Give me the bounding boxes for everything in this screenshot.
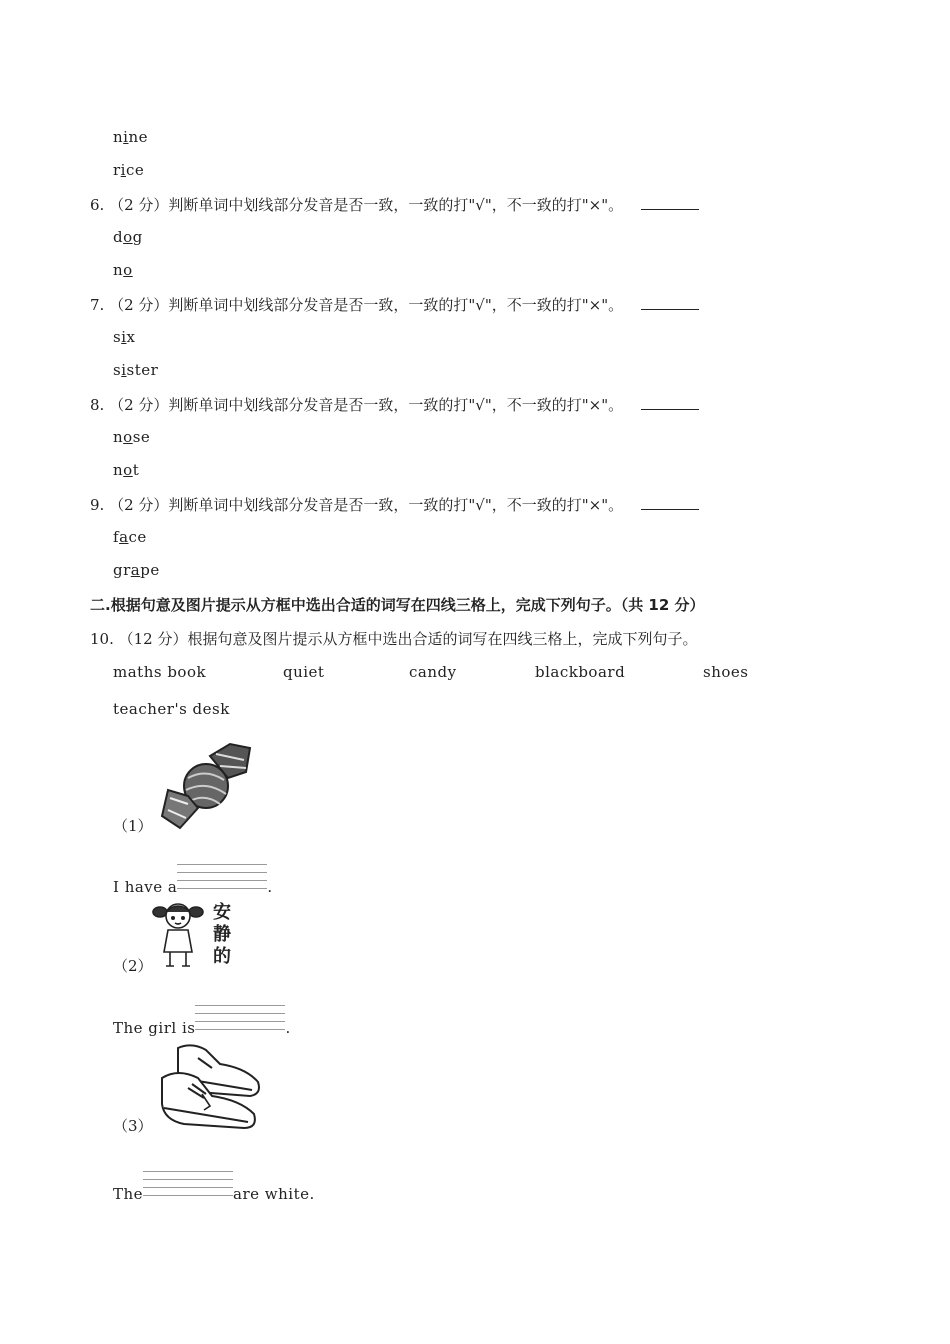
word-sister: sister	[113, 361, 159, 379]
answer-blank-6[interactable]	[641, 195, 699, 210]
word-nose: nose	[113, 428, 151, 446]
question-10: 10. （12 分）根据句意及图片提示从方框中选出合适的词写在四线三格上，完成下列句子。	[90, 630, 698, 648]
sentence-3-before: The	[113, 1185, 144, 1203]
chinese-sign: 安 静 的	[213, 902, 231, 967]
sentence-3-after: are white.	[233, 1185, 315, 1203]
sub-question-3-number: （3）	[113, 1117, 153, 1135]
word-no: no	[113, 261, 133, 279]
wordbox-item-shoes: shoes	[703, 663, 749, 681]
answer-blank-9[interactable]	[641, 495, 699, 510]
word-six: six	[113, 328, 136, 346]
question-9: 9. （2 分）判断单词中划线部分发音是否一致，一致的打"√"，不一致的打"×"。	[90, 494, 699, 515]
wordbox-item-maths-book: maths book	[113, 663, 207, 681]
sub-question-2-number: （2）	[113, 957, 153, 975]
wordbox-item-blackboard: blackboard	[535, 663, 626, 681]
candy-icon	[158, 738, 254, 830]
wordbox-item-teachers-desk: teacher's desk	[113, 700, 230, 718]
four-line-grid-2[interactable]	[195, 1005, 285, 1037]
section-2-heading: 二.根据句意及图片提示从方框中选出合适的词写在四线三格上，完成下列句子。（共 12 分）	[90, 596, 705, 614]
girl-icon	[152, 898, 204, 970]
word-nine: nine	[113, 128, 149, 146]
wordbox-item-quiet: quiet	[283, 663, 325, 681]
four-line-grid-1[interactable]	[177, 864, 267, 896]
question-8: 8. （2 分）判断单词中划线部分发音是否一致，一致的打"√"，不一致的打"×"。	[90, 394, 699, 415]
answer-blank-7[interactable]	[641, 295, 699, 310]
sentence-2	[113, 1005, 291, 1037]
sentence-3	[113, 1171, 315, 1203]
question-7: 7. （2 分）判断单词中划线部分发音是否一致，一致的打"√"，不一致的打"×"。	[90, 294, 699, 315]
answer-blank-8[interactable]	[641, 395, 699, 410]
sub-question-1-number: （1）	[113, 817, 153, 835]
sentence-1	[113, 864, 273, 896]
word-not: not	[113, 461, 140, 479]
word-rice: rice	[113, 161, 145, 179]
sentence-1-before: I have a	[113, 878, 178, 896]
word-face: face	[113, 528, 147, 546]
wordbox-item-candy: candy	[409, 663, 457, 681]
sentence-2-after: .	[285, 1019, 291, 1037]
word-dog: dog	[113, 228, 143, 246]
question-6: 6. （2 分）判断单词中划线部分发音是否一致，一致的打"√"，不一致的打"×"。	[90, 194, 699, 215]
sentence-1-after: .	[267, 878, 273, 896]
shoes-icon	[158, 1038, 264, 1136]
sentence-2-before: The girl is	[113, 1019, 196, 1037]
word-grape: grape	[113, 561, 160, 579]
four-line-grid-3[interactable]	[143, 1171, 233, 1203]
